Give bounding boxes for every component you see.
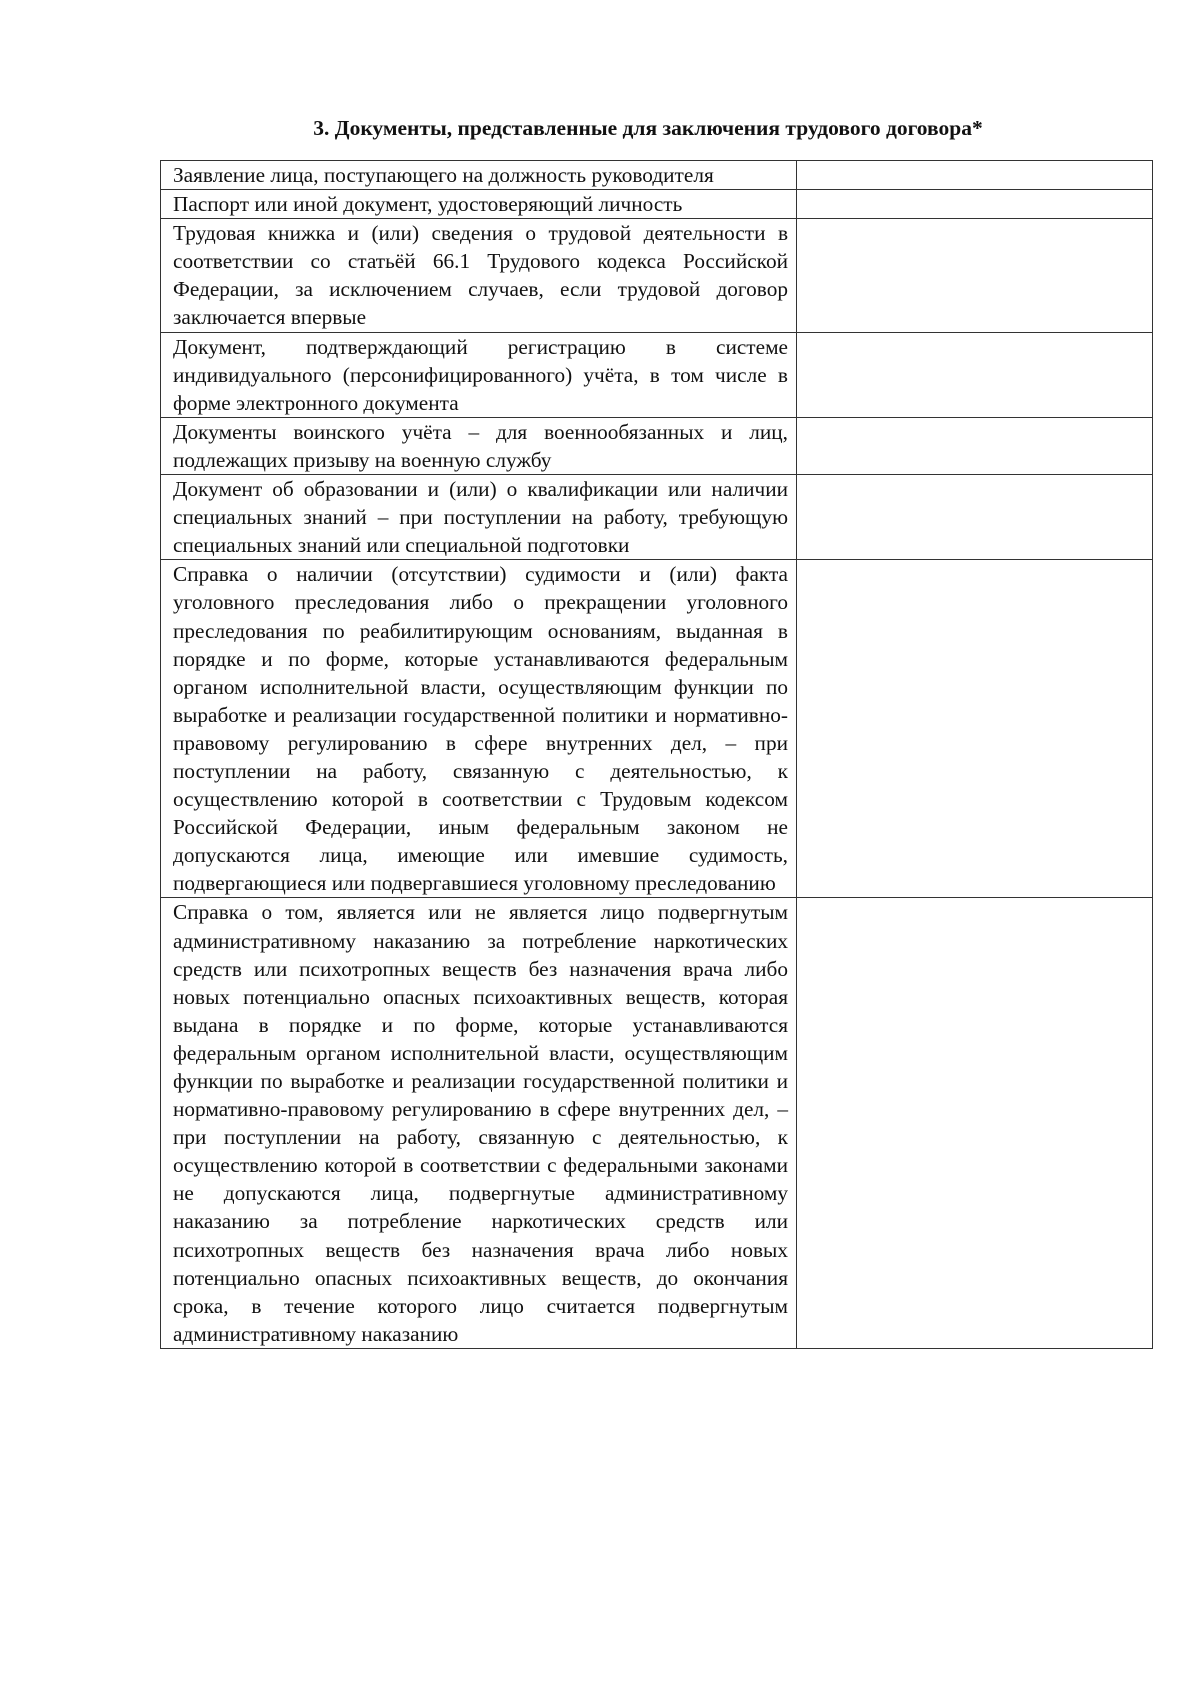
table-row: [161, 898, 1153, 1349]
table-row: [161, 190, 1153, 219]
document-mark-cell: [797, 417, 1153, 474]
table-row: [161, 332, 1153, 417]
table-row: [161, 560, 1153, 898]
document-mark-cell: [797, 219, 1153, 332]
document-name: Заявление лица, поступающего на должность руководителя: [161, 161, 797, 190]
document-name: Документы воинского учёта – для военнообязанных и лиц, подлежащих призыву на военную службу: [161, 417, 797, 474]
document-name: Документ об образовании и (или) о квалификации или наличии специальных знаний – при поступлении на работу, требующую специальных знаний или специальной подготовки: [161, 475, 797, 560]
document-name: Справка о том, является или не является лицо подвергнутым административному наказанию за потребление наркотических средств или психотропных веществ без назначения врача либо новых потенциально опасных психоактивных веществ, которая выдана в порядке и по форме, которые устанавливаются федеральным органом исполнительной власти, осуществляющим функции по выработке и реализации государственной политики и нормативно-правовому регулированию в сфере внутренних дел, – при поступлении на работу, связанную с деятельностью, к осуществлению которой в соответствии с федеральными законами не допускаются лица, подвергнутые административному наказанию за потребление наркотических средств или психотропных веществ без назначения врача либо новых потенциально опасных психоактивных веществ, до окончания срока, в течение которого лицо считается подвергнутым административному наказанию: [161, 898, 797, 1349]
document-mark-cell: [797, 190, 1153, 219]
document-mark-cell: [797, 898, 1153, 1349]
table-row: [161, 161, 1153, 190]
table-row: [161, 417, 1153, 474]
document-name: Документ, подтверждающий регистрацию в системе индивидуального (персонифицированного) учёта, в том числе в форме электронного документа: [161, 332, 797, 417]
table-row: [161, 219, 1153, 332]
document-mark-cell: [797, 161, 1153, 190]
document-mark-cell: [797, 332, 1153, 417]
documents-table: [160, 160, 1153, 1349]
document-name: Трудовая книжка и (или) сведения о трудовой деятельности в соответствии со статьёй 66.1 Трудового кодекса Российской Федерации, за исключением случаев, если трудовой договор заключается впервые: [161, 219, 797, 332]
section-title: 3. Документы, представленные для заключения трудового договора*: [313, 116, 983, 140]
document-mark-cell: [797, 475, 1153, 560]
document-name: Справка о наличии (отсутствии) судимости и (или) факта уголовного преследования либо о прекращении уголовного преследования по реабилитирующим основаниям, выданная в порядке и по форме, которые устанавливаются федеральным органом исполнительной власти, осуществляющим функции по выработке и реализации государственной политики и нормативно-правовому регулированию в сфере внутренних дел, – при поступлении на работу, связанную с деятельностью, к осуществлению которой в соответствии с Трудовым кодексом Российской Федерации, иным федеральным законом не допускаются лица, имеющие или имевшие судимость, подвергающиеся или подвергавшиеся уголовному преследованию: [161, 560, 797, 898]
document-name: Паспорт или иной документ, удостоверяющий личность: [161, 190, 797, 219]
document-mark-cell: [797, 560, 1153, 898]
table-row: [161, 475, 1153, 560]
